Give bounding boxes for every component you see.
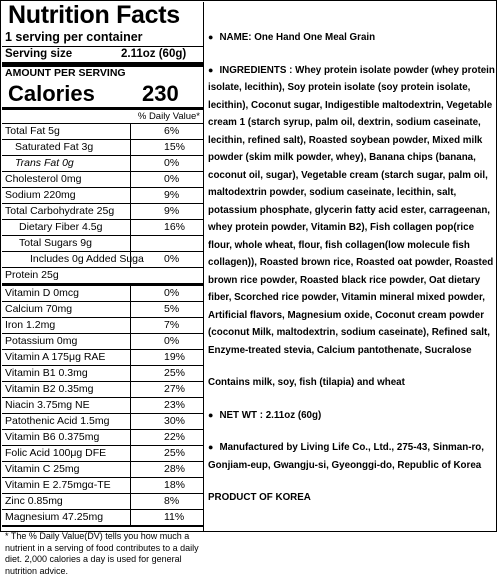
- nutrient-name: Includes 0g Added Suga: [30, 253, 144, 265]
- vitamin-pct: 25%: [164, 367, 186, 379]
- nutrient-pct: 9%: [164, 205, 180, 217]
- vitamin-name: Vitamin B2 0.35mg: [5, 383, 94, 395]
- vitamin-pct: 5%: [164, 303, 180, 315]
- vitamin-name: Iron 1.2mg: [5, 319, 56, 331]
- amount-per-serving: AMOUNT PER SERVING: [5, 67, 126, 79]
- bullet-icon: ●: [208, 32, 214, 42]
- vitamin-row: [2, 414, 203, 430]
- vitamin-pct: 25%: [164, 447, 186, 459]
- vitamin-name: Calcium 70mg: [5, 303, 73, 315]
- nutrient-pct: 0%: [164, 253, 180, 265]
- nutrient-name: Total Fat 5g: [5, 125, 60, 137]
- nutrient-name: Cholesterol 0mg: [5, 173, 82, 185]
- calories-label: Calories: [8, 81, 95, 106]
- vitamin-row: [2, 478, 203, 494]
- vitamin-name: Potassium 0mg: [5, 335, 78, 347]
- vitamin-row: [2, 302, 203, 318]
- nutrition-facts-panel: [2, 1, 204, 576]
- nutrient-name: Protein 25g: [5, 269, 59, 281]
- vitamin-name: Magnesium 47.25mg: [5, 511, 104, 523]
- nutrient-row-cholesterol: [2, 172, 203, 188]
- vitamin-row: [2, 462, 203, 478]
- nutrient-row-trans-fat: [2, 156, 203, 172]
- vitamin-row: [2, 446, 203, 462]
- vitamin-row: [2, 494, 203, 510]
- daily-value-footnote: * The % Daily Value(DV) tells you how much a nutrient in a serving of food contributes to a daily diet. 2,000 calories a day is used for general nutrition advice.: [2, 525, 203, 577]
- vitamin-name: Vitamin C 25mg: [5, 463, 80, 475]
- vitamin-name: Vitamin A 175μg RAE: [5, 351, 106, 363]
- nutrient-pct: 9%: [164, 189, 180, 201]
- vitamin-name: Patothenic Acid 1.5mg: [5, 415, 110, 427]
- vitamin-pct: 23%: [164, 399, 186, 411]
- vitamin-row: [2, 398, 203, 414]
- nutrient-pct: 0%: [164, 157, 180, 169]
- nutrient-name: Dietary Fiber 4.5g: [19, 221, 103, 233]
- vitamin-pct: 27%: [164, 383, 186, 395]
- vitamin-row: [2, 510, 203, 525]
- net-weight-text: NET WT : 2.11oz (60g): [219, 409, 322, 421]
- bullet-icon: ●: [208, 409, 214, 420]
- net-weight: [208, 407, 496, 425]
- nutrient-row-protein: [2, 268, 203, 286]
- vitamin-row: [2, 430, 203, 446]
- nutrient-name: Total Carbohydrate 25g: [5, 205, 115, 217]
- nutrient-pct: 16%: [164, 221, 186, 233]
- vitamin-name: Niacin 3.75mg NE: [5, 399, 90, 411]
- bullet-icon: ●: [208, 442, 214, 452]
- nutrient-pct: 6%: [164, 125, 180, 137]
- vitamin-name: Vitamin B6 0.375mg: [5, 431, 100, 443]
- serving-size-row: [2, 47, 203, 67]
- vitamin-name: Vitamin B1 0.3mg: [5, 367, 88, 379]
- vitamin-pct: 11%: [164, 511, 185, 523]
- nutrient-row-total-fat: [2, 124, 203, 140]
- allergen-statement: Contains milk, soy, fish (tilapia) and wheat: [208, 377, 405, 388]
- nutrient-pct: 15%: [164, 141, 186, 153]
- nutrient-pct: 0%: [164, 173, 180, 185]
- vitamin-row: [2, 334, 203, 350]
- nutrient-name: Trans Fat 0g: [15, 157, 74, 169]
- product-info-panel: [208, 29, 496, 522]
- vitamin-name: Vitamin D 0mcg: [5, 287, 79, 299]
- serving-size-label: Serving size: [5, 48, 73, 60]
- nutrient-name: Sodium 220mg: [5, 189, 76, 201]
- daily-value-header: % Daily Value*: [2, 110, 203, 124]
- manufacturer: [208, 439, 496, 474]
- vitamin-row: [2, 318, 203, 334]
- vitamin-pct: 0%: [164, 287, 180, 299]
- nutrient-row-dietary-fiber: [2, 220, 203, 236]
- nutrient-row-total-sugars: [2, 236, 203, 252]
- vitamin-name: Zinc 0.85mg: [5, 495, 63, 507]
- calories-value: 230: [142, 81, 179, 106]
- nutrient-row-sodium: [2, 188, 203, 204]
- country-of-origin: PRODUCT OF KOREA: [208, 492, 311, 503]
- vitamin-pct: 30%: [164, 415, 186, 427]
- vitamin-pct: 7%: [164, 319, 180, 331]
- servings-per-container: 1 serving per container: [2, 29, 203, 47]
- vitamin-pct: 18%: [164, 479, 186, 491]
- ingredients: [208, 62, 496, 360]
- manufacturer-text: Manufactured by Living Life Co., Ltd., 275-43, Sinman-ro, Gonjiam-eup, Gwangju-si, Gyeonggi-do, Republic of Korea: [208, 442, 484, 471]
- nutrient-row-saturated-fat: [2, 140, 203, 156]
- vitamin-pct: 28%: [164, 463, 186, 475]
- serving-size-value: 2.11oz (60g): [121, 48, 187, 60]
- vitamin-pct: 19%: [164, 351, 186, 363]
- ingredients-text: INGREDIENTS : Whey protein isolate powder (whey protein isolate, lecithin), Soy protein isolate (soy protein isolate, lecithin), Coconut sugar, Indigestible maltodextrin, Vegetable cream 1 (starch syrup, palm oil, dextrin, sodium caseinate, lecithin, refined salt), Roasted soybean powder, Mixed milk powder (skim milk powder, whey), Banana chips (banana, coconut oil, sugar), Vegetable cream (starch sugar, palm oil, maltodextrin powder, sodium caseinate, lecithin, salt, potassium phosphate, glycerin fatty acid ester, carrageenan, whey protein powder, Vitamin B2), Fish collagen pop(rice flour, whole wheat, flour, fish collagen(low molecule fish collagen)), Roasted brown rice, Roasted oat powder, Roasted brown rice powder, Roasted black rice powder, Oat dietary fiber, Scorched rice powder, Vitamin mineral mixed powder, Artificial flavors, Magnesium oxide, Coconut cream powder (coconut Milk, maltodextrin, sodium caseinate), Refined salt, Enzyme-treated stevia, Calcium pantothenate, Sucralose: [208, 64, 495, 356]
- product-name: [208, 29, 496, 47]
- product-name-text: NAME: One Hand One Meal Grain: [219, 32, 376, 43]
- bullet-icon: ●: [208, 64, 214, 75]
- vitamin-name: Folic Acid 100μg DFE: [5, 447, 107, 459]
- nutrition-facts-title: Nutrition Facts: [8, 1, 180, 29]
- nutrient-name: Total Sugars 9g: [19, 237, 92, 249]
- vitamin-pct: 8%: [164, 495, 180, 507]
- vitamin-row: [2, 350, 203, 366]
- calories-row: [2, 80, 203, 110]
- vitamin-row: [2, 366, 203, 382]
- vitamin-row: [2, 382, 203, 398]
- nutrient-name: Saturated Fat 3g: [15, 141, 94, 153]
- nutrient-row-added-sugars: [2, 252, 203, 268]
- vitamin-name: Vitamin E 2.75mgα-TE: [5, 479, 111, 491]
- vitamin-row: [2, 286, 203, 302]
- vitamin-pct: 22%: [164, 431, 186, 443]
- nutrient-row-total-carbohydrate: [2, 204, 203, 220]
- vitamin-pct: 0%: [164, 335, 180, 347]
